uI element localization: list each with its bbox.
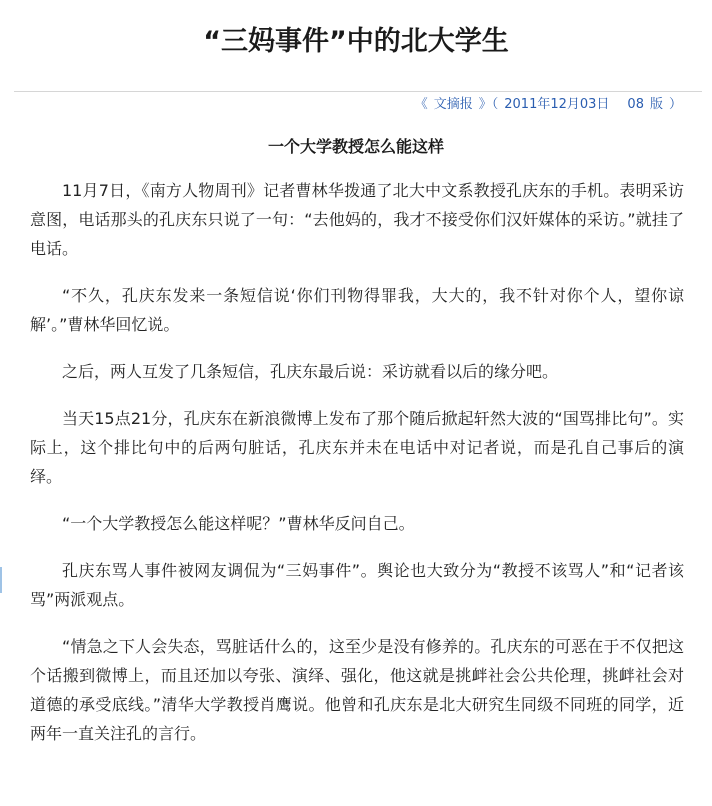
article-body xyxy=(30,176,684,766)
source-line xyxy=(380,96,682,114)
source-link[interactable]: 文摘报 xyxy=(433,97,473,112)
paragraph: 之后，两人互发了几条短信，孔庆东最后说：采访就看以后的缘分吧。 xyxy=(62,362,559,381)
scroll-edge-marker xyxy=(0,567,2,593)
close-book-bracket: 》 xyxy=(478,97,492,112)
article-subtitle: 一个大学教授怎么能这样 xyxy=(267,137,444,156)
paragraph: 11月7日，《南方人物周刊》记者曹林华拨通了北大中文系教授孔庆东的手机。表明采访意图，电话那头的孔庆东只说了一句：“去他妈的，我才不接受你们汉奸媒体的采访。”就挂了电话。 xyxy=(30,181,684,258)
paragraph: “情急之下人会失态，骂脏话什么的，这至少是没有修养的。孔庆东的可恶在于不仅把这个话搬到微博上，而且还加以夸张、演绎、强化，他这就是挑衅社会公共伦理，挑衅社会对道德的承受底线。”清华大学教授肖鹰说。他曾和孔庆东是北大研究生同级不同班的同学，近两年一直关注孔的言行。 xyxy=(30,637,684,743)
paragraph: 孔庆东骂人事件被网友调侃为“三妈事件”。舆论也大致分为“教授不该骂人”和“记者该骂”两派观点。 xyxy=(30,561,684,609)
page-label: 版 xyxy=(649,97,663,112)
title-divider xyxy=(14,91,702,92)
close-paren: ） xyxy=(668,97,682,112)
page-number: 08 xyxy=(627,97,644,112)
paragraph: “一个大学教授怎么能这样呢？”曹林华反问自己。 xyxy=(62,514,415,533)
open-paren: （ xyxy=(491,97,499,112)
paragraph: 当天15点21分，孔庆东在新浪微博上发布了那个随后掀起轩然大波的“国骂排比句”。实际上，这个排比句中的后两句脏话，孔庆东并未在电话中对记者说，而是孔自己事后的演绎。 xyxy=(30,409,684,486)
publish-date: 2011年12月03日 xyxy=(504,97,610,112)
article-title: “三妈事件”中的北大学生 xyxy=(203,26,509,57)
open-book-bracket: 《 xyxy=(414,97,428,112)
paragraph: “不久，孔庆东发来一条短信说‘你们刊物得罪我，大大的，我不针对你个人，望你谅解’。”曹林华回忆说。 xyxy=(30,286,684,334)
